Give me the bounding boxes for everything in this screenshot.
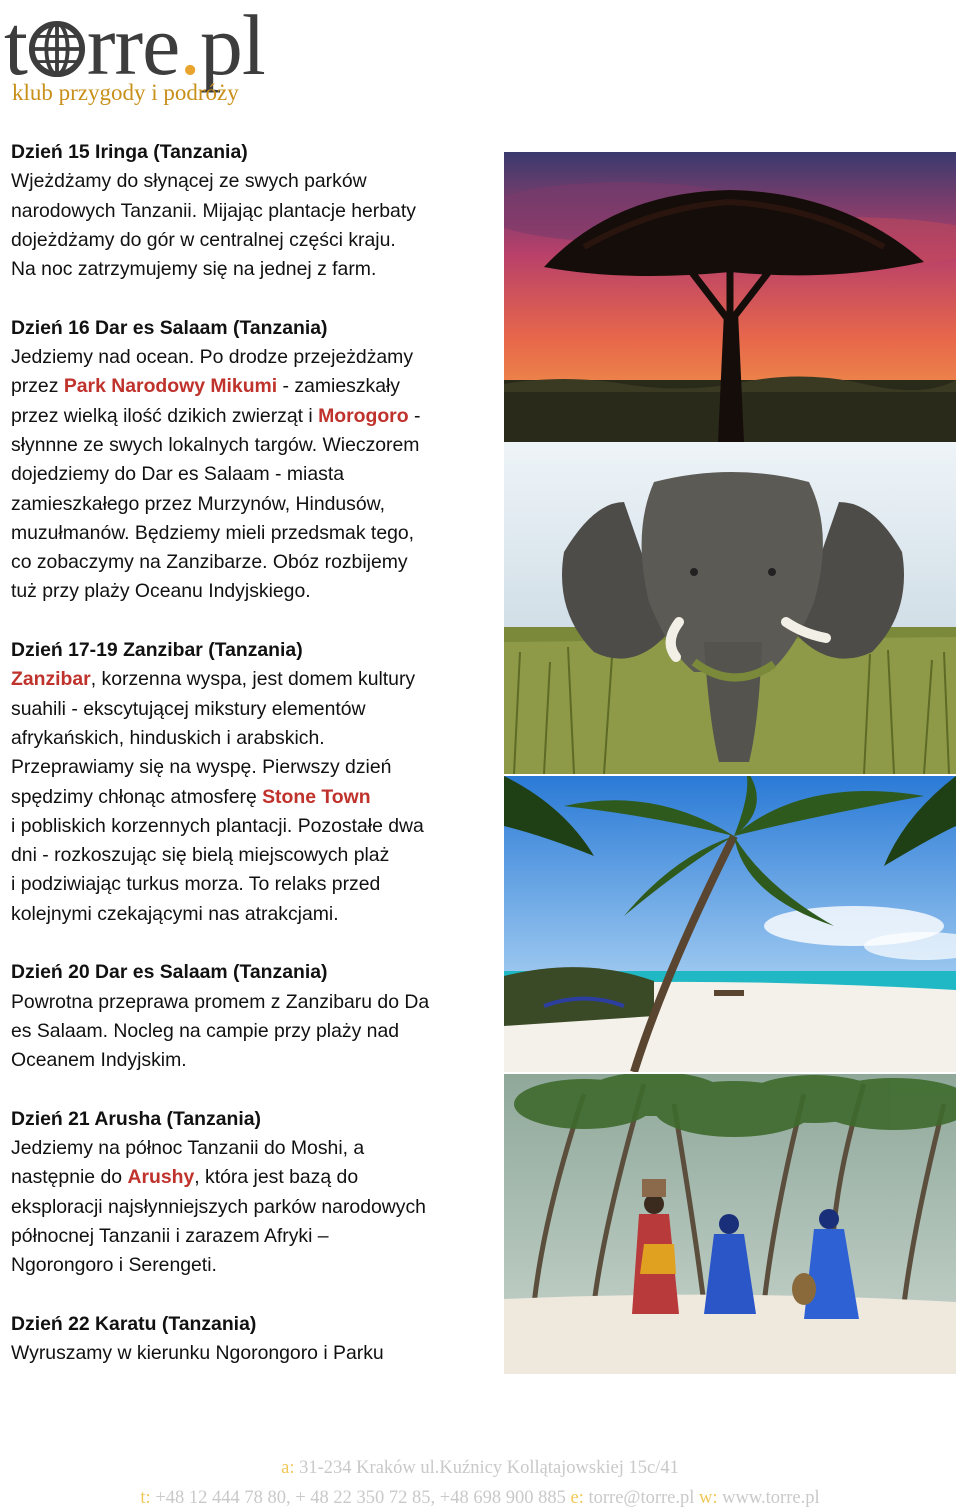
text-span: - zamieszkały — [277, 375, 401, 398]
email-label: e: — [570, 1488, 584, 1508]
day-21-line-4: północnej Tanzanii i zarazem Afryki – — [11, 1224, 329, 1247]
day-17-19-line-9: kolejnymi czekającymi nas atrakcjami. — [11, 902, 339, 925]
footer-web[interactable]: www.torre.pl — [717, 1488, 820, 1508]
footer-address-line — [0, 1458, 960, 1479]
itinerary-content — [11, 138, 491, 1398]
day-15-line-3: dojeżdżamy do gór w centralnej części kraju. — [11, 228, 396, 251]
acacia-sunset-image — [504, 152, 956, 442]
day-17-19-line-5 — [11, 783, 491, 812]
text-span: , korzenna wyspa, jest domem kultury — [90, 668, 416, 691]
footer-contact-line — [0, 1488, 960, 1509]
day-15-line-1: Wjeżdżamy do słynącej ze swych parków — [11, 170, 367, 193]
link-arushy[interactable]: Arushy — [127, 1166, 195, 1189]
day-17-19-line-8: i podziwiając turkus morza. To relaks przed — [11, 873, 381, 896]
address-label: a: — [281, 1458, 295, 1478]
day-16-title: Dzień 16 Dar es Salaam (Tanzania) — [11, 316, 328, 339]
day-16-line-9: tuż przy plaży Oceanu Indyjskiego. — [11, 580, 311, 603]
day-15-line-2: narodowych Tanzanii. Mijając plantacje herbaty — [11, 199, 416, 222]
day-16-line-3 — [11, 402, 491, 431]
day-16-line-7: muzułmanów. Będziemy mieli przedsmak tego, — [11, 521, 415, 544]
day-20-line-3: Oceanem Indyjskim. — [11, 1049, 187, 1072]
link-park-mikumi[interactable]: Park Narodowy Mikumi — [63, 375, 278, 398]
footer-email[interactable]: torre@torre.pl — [583, 1488, 700, 1508]
text-span: , która jest bazą do — [194, 1166, 359, 1189]
day-20-line-1: Powrotna przeprawa promem z Zanzibaru do Da — [11, 990, 430, 1013]
day-16-line-1: Jedziemy nad ocean. Po drodze przejeżdżamy — [11, 346, 414, 369]
footer-phone[interactable]: +48 12 444 78 80, + 48 22 350 72 85, +48 698 900 885 — [150, 1488, 571, 1508]
day-16-line-6: zamieszkałego przez Murzynów, Hindusów, — [11, 492, 385, 515]
day-17-19-line-7: dni - rozkoszując się bielą miejscowych plaż — [11, 844, 390, 867]
day-21-line-1: Jedziemy na północ Tanzanii do Moshi, a — [11, 1137, 365, 1160]
text-span: przez wielką ilość dzikich zwierząt i — [11, 404, 319, 427]
text-span: spędzimy chłonąc atmosferę — [11, 785, 263, 808]
footer-address: 31-234 Kraków ul.Kuźnicy Kollątajowskiej 15c/41 — [294, 1458, 679, 1478]
day-17-19-section — [11, 636, 491, 929]
link-stone-town[interactable]: Stone Town — [262, 785, 371, 808]
day-17-19-line-2: suahili - ekscytującej mikstury elementów — [11, 697, 366, 720]
day-21-line-2 — [11, 1163, 491, 1192]
day-16-line-2 — [11, 372, 491, 401]
day-20-title: Dzień 20 Dar es Salaam (Tanzania) — [11, 961, 328, 984]
day-20-line-2: es Salaam. Nocleg na campie przy plaży nad — [11, 1019, 400, 1042]
day-15-line-4: Na noc zatrzymujemy się na jednej z farm. — [11, 258, 377, 281]
day-21-title: Dzień 21 Arusha (Tanzania) — [11, 1107, 261, 1130]
logo-text-rre: rre — [86, 0, 180, 93]
torre-logo[interactable] — [4, 2, 334, 110]
text-span: - — [408, 404, 421, 427]
day-22-section — [11, 1310, 491, 1369]
logo-tagline: klub przygody i podróży — [12, 80, 239, 105]
text-span: następnie do — [11, 1166, 128, 1189]
day-17-19-line-6: i pobliskich korzennych plantacji. Pozostałe dwa — [11, 814, 424, 837]
day-17-19-line-4: Przeprawiamy się na wyspę. Pierwszy dzień — [11, 756, 392, 779]
day-16-line-5: dojedziemy do Dar es Salaam - miasta — [11, 463, 345, 486]
day-21-section — [11, 1105, 491, 1281]
women-palms-image — [504, 1074, 956, 1374]
logo-text-tld: pl — [199, 0, 265, 93]
photo-zanzibar-beach — [504, 776, 956, 1072]
day-16-section — [11, 314, 491, 607]
day-15-section — [11, 138, 491, 284]
day-15-title: Dzień 15 Iringa (Tanzania) — [11, 141, 248, 163]
day-21-line-5: Ngorongoro i Serengeti. — [11, 1254, 217, 1277]
web-label: w: — [699, 1488, 718, 1508]
link-zanzibar[interactable]: Zanzibar — [11, 668, 91, 691]
day-17-19-line-3: afrykańskich, hinduskich i arabskich. — [11, 726, 325, 749]
photo-elephant — [504, 442, 956, 774]
day-16-line-8: co zobaczymy na Zanzibarze. Obóz rozbijemy — [11, 551, 408, 574]
text-span: przez — [11, 375, 64, 398]
logo-text-t: t — [4, 0, 27, 93]
day-22-title: Dzień 22 Karatu (Tanzania) — [11, 1312, 257, 1335]
link-morogoro[interactable]: Morogoro — [318, 404, 409, 427]
day-17-19-line-1 — [11, 665, 491, 694]
day-16-line-4: słynnne ze swych lokalnych targów. Wieczorem — [11, 433, 420, 456]
day-21-line-3: eksploracji najsłynniejszych parków narodowych — [11, 1195, 426, 1218]
globe-icon — [28, 20, 86, 78]
photo-women-palms — [504, 1074, 956, 1374]
photo-acacia-sunset — [504, 152, 956, 442]
day-22-line-1: Wyruszamy w kierunku Ngorongoro i Parku — [11, 1342, 384, 1365]
phone-label: t: — [140, 1488, 151, 1508]
elephant-image — [504, 442, 956, 774]
beach-image — [504, 776, 956, 1072]
day-20-section — [11, 958, 491, 1075]
logo-dot: . — [179, 0, 200, 93]
day-17-19-title: Dzień 17-19 Zanzibar (Tanzania) — [11, 639, 303, 662]
